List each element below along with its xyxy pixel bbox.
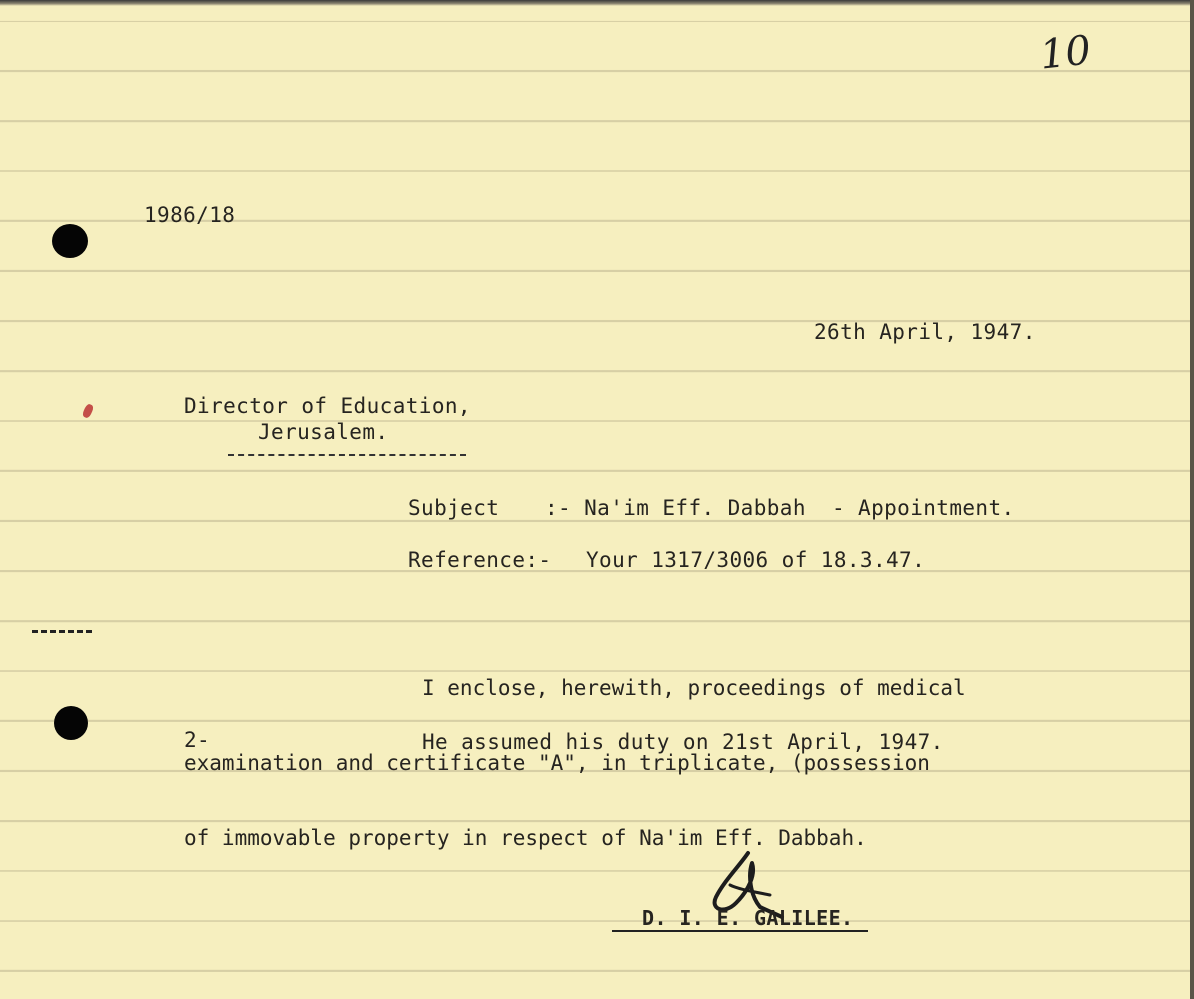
punch-hole-top xyxy=(52,224,88,258)
subject-text: :- Na'im Eff. Dabbah - Appointment. xyxy=(545,496,1015,520)
file-reference: 1986/18 xyxy=(144,203,236,227)
paragraph-1-line-3: of immovable property in respect of Na'im Eff. Dabbah. xyxy=(184,826,867,850)
paragraph-2-number: 2- xyxy=(184,728,211,752)
signature-underline xyxy=(612,930,868,932)
addressee-line-2: Jerusalem. xyxy=(258,420,389,444)
punch-hole-bottom xyxy=(54,706,88,740)
paragraph-2-text: He assumed his duty on 21st April, 1947. xyxy=(422,730,944,754)
reference-label: Reference:- xyxy=(408,548,552,572)
addressee-underline xyxy=(228,454,466,456)
margin-dash-mark xyxy=(32,630,92,633)
page-right-edge xyxy=(1190,0,1194,999)
red-ink-tick xyxy=(81,403,94,419)
addressee-line-1: Director of Education, xyxy=(184,394,471,418)
reference-text: Your 1317/3006 of 18.3.47. xyxy=(586,548,926,572)
paragraph-1-line-1: I enclose, herewith, proceedings of medical xyxy=(422,676,966,700)
page-number: 10 xyxy=(1037,27,1094,79)
paragraph-1-line-2: examination and certificate "A", in triplicate, (possession xyxy=(184,751,930,775)
paragraph-1 xyxy=(184,626,1084,901)
letter-date: 26th April, 1947. xyxy=(814,320,1036,344)
subject-label: Subject xyxy=(408,496,500,520)
signature-title: D. I. E. GALILEE. xyxy=(642,906,854,930)
page-top-edge xyxy=(0,0,1194,6)
